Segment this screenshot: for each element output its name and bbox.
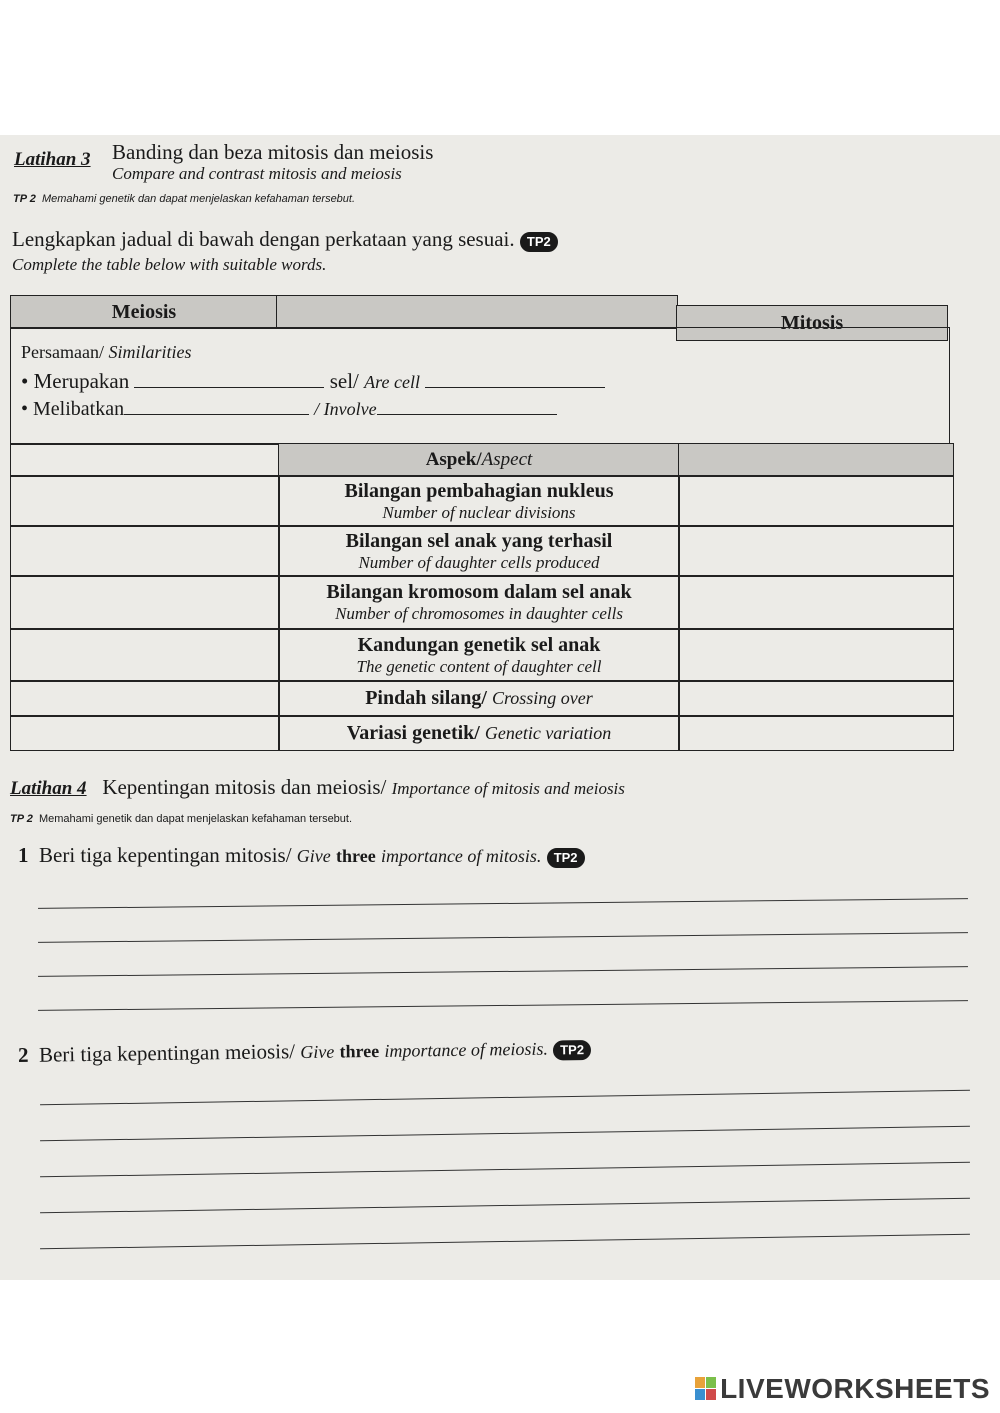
question-2 — [18, 1035, 591, 1068]
instruction-ms-text: Lengkapkan jadual di bawah dengan perkataan yang sesuai. — [12, 227, 515, 251]
q1-answer-line-3[interactable] — [38, 966, 968, 977]
row3-aspect-en: Number of chromosomes in daughter cells — [335, 604, 623, 623]
tp-text-4: Memahami genetik dan dapat menjelaskan kefahaman tersebut. — [38, 813, 353, 825]
aspect-row-meiosis-blank[interactable] — [10, 443, 280, 477]
liveworksheets-logo-icon — [695, 1377, 717, 1401]
comparison-table — [10, 295, 962, 750]
blank-2[interactable] — [425, 387, 605, 388]
header-middle-blank — [276, 295, 678, 329]
latihan-4-title-en: Importance of mitosis and meiosis — [391, 779, 625, 798]
row4-aspect-ms: Kandungan genetik sel anak — [357, 633, 601, 656]
similarities-label-ms: Persamaan/ — [21, 342, 109, 362]
q2-answer-line-4[interactable] — [40, 1198, 970, 1214]
row6-aspect — [278, 715, 680, 751]
tp-descriptor-3 — [13, 193, 355, 205]
latihan-3-title-ms: Banding dan beza mitosis dan meiosis — [112, 140, 434, 164]
latihan-4-label: Latihan 4 — [10, 778, 87, 799]
bullet1-ms: • Merupakan — [21, 369, 130, 393]
row5-aspect-ms: Pindah silang/ — [365, 687, 487, 709]
tp-descriptor-4 — [10, 813, 352, 825]
row4-aspect — [278, 628, 680, 682]
blank-4[interactable] — [377, 414, 557, 415]
header-meiosis — [10, 295, 278, 329]
liveworksheets-logo-text: LIVEWORKSHEETS — [720, 1373, 990, 1404]
bullet1-en: Are cell — [364, 372, 420, 392]
row4-aspect-en: The genetic content of daughter cell — [356, 656, 602, 676]
row2-aspect-ms: Bilangan sel anak yang terhasil — [345, 529, 613, 552]
aspect-header-en: Aspect — [481, 449, 533, 470]
q2-en-b: three — [339, 1040, 380, 1062]
row2-aspect-en: Number of daughter cells produced — [358, 552, 600, 572]
row2-mitosis-answer[interactable] — [678, 525, 954, 577]
row4-mitosis-answer[interactable] — [678, 628, 954, 682]
row5-meiosis-answer[interactable] — [10, 680, 280, 717]
q2-en-a: Give — [300, 1041, 335, 1063]
q2-answer-line-5[interactable] — [40, 1234, 970, 1250]
q1-en-b: three — [336, 846, 376, 866]
question-1 — [18, 843, 585, 868]
worksheet-page — [0, 135, 1000, 1280]
latihan-4-title-ms: Kepentingan mitosis dan meiosis/ — [102, 775, 387, 799]
liveworksheets-logo — [695, 1373, 990, 1405]
q2-number: 2 — [17, 1042, 29, 1067]
q1-number: 1 — [18, 843, 29, 867]
blank-1[interactable] — [134, 387, 324, 388]
q1-answer-line-2[interactable] — [38, 932, 968, 943]
similarities-label-en: Similarities — [108, 342, 192, 362]
q1-en-c: importance of mitosis. — [380, 846, 542, 866]
q1-en-a: Give — [296, 846, 331, 866]
q1-ms: Beri tiga kepentingan mitosis/ — [39, 843, 292, 867]
aspect-header-ms: Aspek/ — [425, 449, 482, 470]
row1-aspect-en: Number of nuclear divisions — [382, 502, 576, 522]
q1-tp2-badge: TP2 — [547, 848, 585, 868]
similarities-block — [10, 327, 950, 445]
row4-meiosis-answer[interactable] — [10, 628, 280, 682]
row6-aspect-ms: Variasi genetik/ — [346, 721, 480, 744]
q2-answer-line-3[interactable] — [40, 1162, 970, 1178]
row5-aspect — [278, 680, 680, 717]
header-mitosis-label: Mitosis — [780, 311, 844, 334]
row6-mitosis-answer[interactable] — [678, 715, 954, 751]
row5-aspect-en: Crossing over — [491, 688, 593, 708]
tp2-badge: TP2 — [520, 232, 558, 252]
row6-aspect-text — [347, 722, 612, 745]
row6-aspect-en: Genetic variation — [484, 722, 612, 743]
similarity-bullet-1 — [21, 369, 605, 394]
tp-code: TP 2 — [13, 193, 36, 205]
row1-meiosis-answer[interactable] — [10, 475, 280, 527]
row1-mitosis-answer[interactable] — [678, 475, 954, 527]
instruction-en: Complete the table below with suitable words. — [12, 255, 327, 274]
q1-answer-line-4[interactable] — [38, 1000, 968, 1011]
row2-aspect — [278, 525, 680, 577]
header-meiosis-label: Meiosis — [111, 300, 177, 323]
q2-tp2-badge: TP2 — [553, 1040, 591, 1061]
tp-code-4: TP 2 — [10, 813, 33, 825]
row3-meiosis-answer[interactable] — [10, 575, 280, 630]
row3-aspect-ms: Bilangan kromosom dalam sel anak — [326, 581, 632, 603]
blank-3[interactable] — [124, 414, 309, 415]
row3-mitosis-answer[interactable] — [678, 575, 954, 630]
row6-meiosis-answer[interactable] — [10, 715, 280, 751]
q2-ms: Beri tiga kepentingan meiosis/ — [38, 1039, 296, 1067]
aspect-row-mitosis-blank[interactable] — [678, 443, 954, 477]
latihan-3-title-en: Compare and contrast mitosis and meiosis — [112, 164, 402, 183]
bullet1-mid: sel/ — [329, 369, 359, 393]
aspect-header — [278, 443, 680, 477]
q2-answer-line-1[interactable] — [40, 1090, 970, 1106]
q2-en-c: importance of meiosis. — [384, 1038, 549, 1061]
similarities-heading — [21, 342, 191, 363]
bullet2-en: / Involve — [314, 399, 377, 419]
row2-meiosis-answer[interactable] — [10, 525, 280, 577]
q1-answer-line-1[interactable] — [38, 898, 968, 909]
q2-answer-line-2[interactable] — [40, 1126, 970, 1142]
instruction-ms — [12, 227, 558, 252]
aspect-header-text — [426, 449, 533, 471]
tp-text: Memahami genetik dan dapat menjelaskan kefahaman tersebut. — [41, 193, 356, 205]
bullet2-ms: • Melibatkan — [21, 398, 125, 420]
similarity-bullet-2 — [21, 398, 557, 421]
row1-aspect — [278, 475, 680, 527]
row5-aspect-text — [365, 687, 593, 710]
latihan-4-heading — [10, 775, 625, 800]
latihan-3-label: Latihan 3 — [14, 149, 91, 170]
row5-mitosis-answer[interactable] — [678, 680, 954, 717]
row1-aspect-ms: Bilangan pembahagian nukleus — [344, 479, 614, 502]
row3-aspect — [278, 575, 680, 630]
